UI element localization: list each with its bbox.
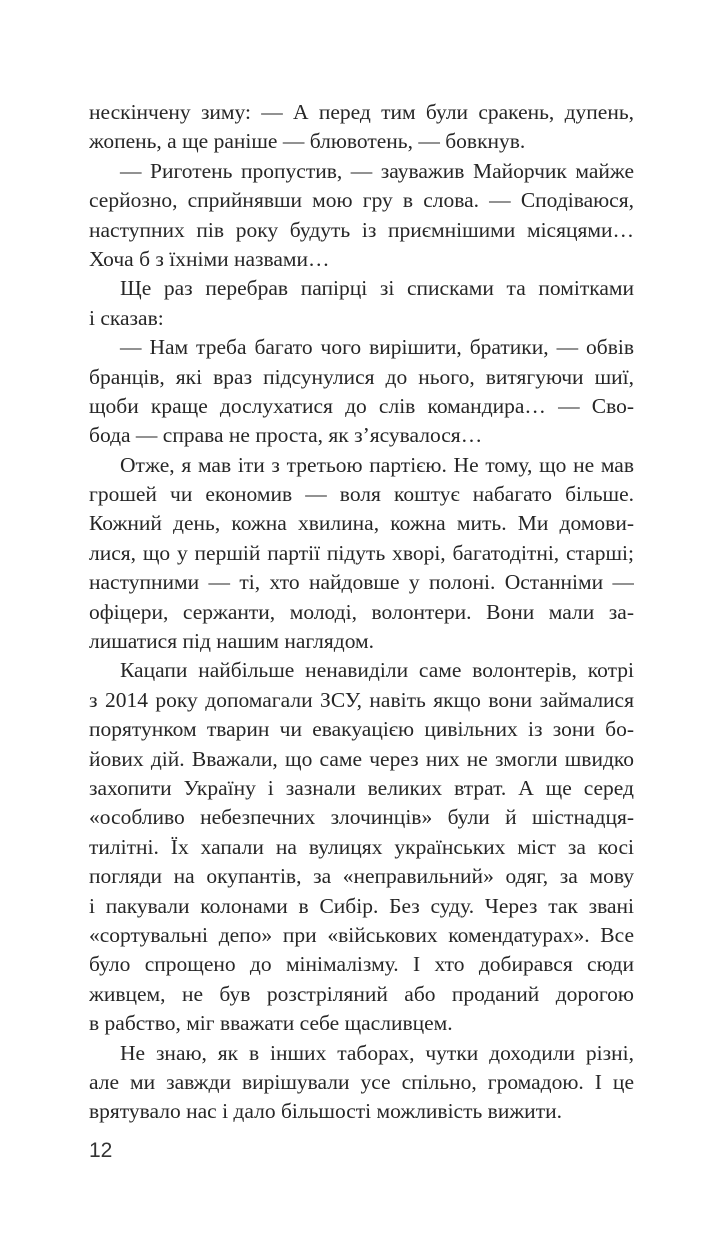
text-line: наступних пів року будуть із приємнішими місяцями… bbox=[89, 217, 634, 242]
text-line: — Нам треба багато чого вирішити, братики, — обвів bbox=[120, 335, 634, 360]
page-number: 12 bbox=[89, 1139, 113, 1162]
text-line: щоби краще дослухатися до слів командира… — Сво- bbox=[89, 393, 634, 418]
text-line: і пакували колонами в Сибір. Без суду. Через так звані bbox=[89, 893, 634, 918]
text-line: в рабство, міг вважати себе щасливцем. bbox=[89, 1011, 453, 1036]
text-line: серйозно, сприйнявши мою гру в слова. — Сподіваюся, bbox=[89, 188, 634, 213]
text-line: офіцери, сержанти, молоді, волонтери. Вони мали за- bbox=[89, 599, 634, 624]
text-line: Ще раз перебрав папірці зі списками та помітками bbox=[120, 276, 634, 301]
text-line: лишатися під нашим наглядом. bbox=[89, 629, 375, 654]
text-line: захопити Україну і зазнали великих втрат. А ще серед bbox=[89, 775, 634, 800]
text-line: тилітні. Їх хапали на вулицях українських міст за косі bbox=[89, 834, 634, 859]
text-line: бранців, які враз підсунулися до нього, витягуючи шиї, bbox=[89, 364, 634, 389]
text-line: врятувало нас і дало більшості можливість вижити. bbox=[89, 1099, 562, 1124]
text-line: порятунком тварин чи евакуацією цивільних із зони бо- bbox=[89, 717, 634, 742]
text-line: лися, що у першій партії підуть хворі, багатодітні, старші; bbox=[89, 540, 634, 565]
text-line: і сказав: bbox=[89, 305, 164, 330]
text-line: з 2014 року допомагали ЗСУ, навіть якщо вони займалися bbox=[89, 687, 634, 712]
text-line: «сортувальні депо» при «військових комендатурах». Все bbox=[89, 922, 634, 947]
text-line: Кожний день, кожна хвилина, кожна мить. Ми домови- bbox=[89, 511, 634, 536]
text-line: погляди на окупантів, за «неправильний» одяг, за мову bbox=[89, 864, 634, 889]
text-line: наступними — ті, хто найдовше у полоні. Останніми — bbox=[89, 570, 634, 595]
text-line: — Риготень пропустив, — зауважив Майорчик майже bbox=[120, 158, 634, 183]
text-line: бода — справа не проста, як з’ясувалося… bbox=[89, 423, 483, 448]
text-line: нескінчену зиму: — А перед тим були сракень, дупень, bbox=[89, 100, 634, 124]
text-line: грошей чи економив — воля коштує набагато більше. bbox=[89, 482, 634, 507]
text-line: Отже, я мав іти з третьою партією. Не тому, що не мав bbox=[120, 452, 634, 477]
text-line: Хоча б з їхніми назвами… bbox=[89, 246, 330, 271]
text-line: але ми завжди вирішували усе спільно, громадою. І це bbox=[89, 1069, 634, 1094]
text-line: було спрощено до мінімалізму. І хто добирався сюди bbox=[89, 952, 634, 977]
text-line: «особливо небезпечних злочинців» були й шістнадця- bbox=[89, 805, 634, 830]
body-text bbox=[89, 98, 634, 1127]
text-line: Кацапи найбільше ненавиділи саме волонтерів, котрі bbox=[120, 658, 634, 683]
text-line: жопень, а ще раніше — блювотень, — бовкнув. bbox=[89, 129, 526, 154]
text-line: Не знаю, як в інших таборах, чутки доходили різні, bbox=[120, 1040, 634, 1065]
text-line: йових дій. Вважали, що саме через них не змогли швидко bbox=[89, 746, 634, 771]
text-line: живцем, не був розстріляний або проданий дорогою bbox=[89, 981, 634, 1006]
